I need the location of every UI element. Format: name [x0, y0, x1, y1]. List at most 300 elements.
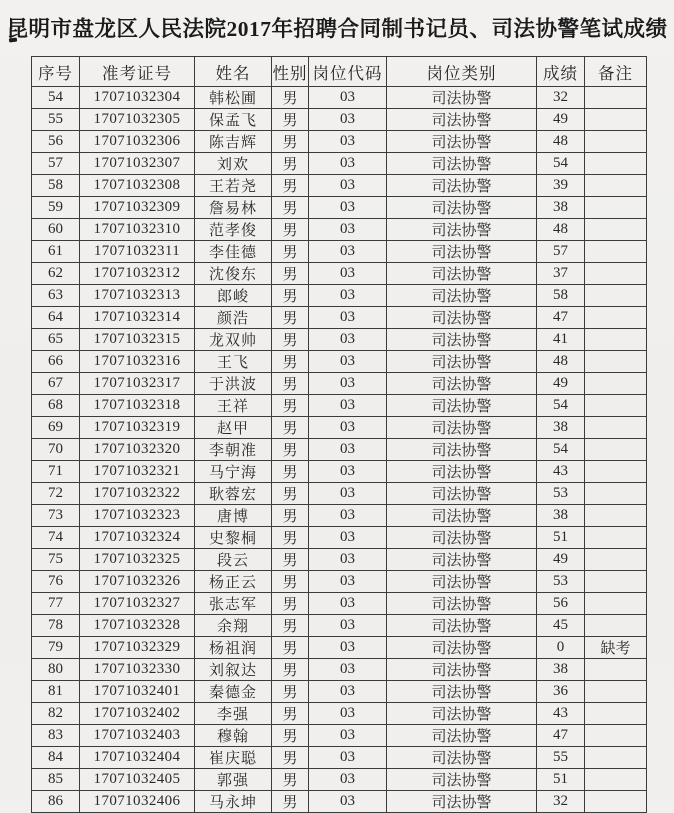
- cell-position-category: 司法协警: [387, 153, 537, 175]
- cell-remark: [585, 351, 647, 373]
- cell-remark: [585, 439, 647, 461]
- cell-remark: [585, 615, 647, 637]
- cell-score: 54: [537, 153, 585, 175]
- cell-score: 36: [537, 681, 585, 703]
- cell-position-category: 司法协警: [387, 703, 537, 725]
- cell-ticket-number: 17071032320: [80, 439, 195, 461]
- cell-gender: 男: [272, 351, 309, 373]
- cell-score: 55: [537, 747, 585, 769]
- cell-remark: [585, 131, 647, 153]
- cell-index: 67: [32, 373, 80, 395]
- cell-score: 49: [537, 549, 585, 571]
- cell-position-code: 03: [309, 263, 387, 285]
- cell-position-category: 司法协警: [387, 483, 537, 505]
- cell-ticket-number: 17071032313: [80, 285, 195, 307]
- cell-position-category: 司法协警: [387, 769, 537, 791]
- cell-remark: [585, 395, 647, 417]
- cell-position-code: 03: [309, 219, 387, 241]
- cell-position-code: 03: [309, 329, 387, 351]
- cell-position-category: 司法协警: [387, 439, 537, 461]
- cell-ticket-number: 17071032402: [80, 703, 195, 725]
- cell-gender: 男: [272, 769, 309, 791]
- cell-ticket-number: 17071032324: [80, 527, 195, 549]
- table-row: [32, 703, 647, 725]
- cell-name: 秦德金: [195, 681, 272, 703]
- cell-gender: 男: [272, 747, 309, 769]
- cell-ticket-number: 17071032314: [80, 307, 195, 329]
- cell-score: 32: [537, 791, 585, 813]
- cell-remark: [585, 109, 647, 131]
- cell-gender: 男: [272, 197, 309, 219]
- cell-remark: [585, 373, 647, 395]
- cell-position-category: 司法协警: [387, 791, 537, 813]
- cell-remark: [585, 527, 647, 549]
- cell-index: 80: [32, 659, 80, 681]
- cell-gender: 男: [272, 637, 309, 659]
- cell-name: 陈吉辉: [195, 131, 272, 153]
- cell-score: 38: [537, 417, 585, 439]
- cell-index: 71: [32, 461, 80, 483]
- cell-position-code: 03: [309, 527, 387, 549]
- cell-ticket-number: 17071032306: [80, 131, 195, 153]
- cell-name: 赵甲: [195, 417, 272, 439]
- cell-ticket-number: 17071032325: [80, 549, 195, 571]
- cell-index: 86: [32, 791, 80, 813]
- cell-index: 74: [32, 527, 80, 549]
- table-row: [32, 593, 647, 615]
- cell-remark: [585, 87, 647, 109]
- table-row: [32, 373, 647, 395]
- cell-index: 84: [32, 747, 80, 769]
- cell-index: 69: [32, 417, 80, 439]
- cell-gender: 男: [272, 571, 309, 593]
- cell-index: 72: [32, 483, 80, 505]
- cell-position-category: 司法协警: [387, 615, 537, 637]
- cell-index: 81: [32, 681, 80, 703]
- cell-gender: 男: [272, 241, 309, 263]
- cell-name: 刘欢: [195, 153, 272, 175]
- header-cell-ticket-number: 准考证号: [80, 57, 195, 87]
- table-row: [32, 681, 647, 703]
- table-body: [32, 87, 647, 813]
- cell-position-category: 司法协警: [387, 725, 537, 747]
- cell-score: 48: [537, 351, 585, 373]
- table-row: [32, 307, 647, 329]
- cell-name: 郭强: [195, 769, 272, 791]
- cell-index: 57: [32, 153, 80, 175]
- cell-ticket-number: 17071032403: [80, 725, 195, 747]
- cell-remark: [585, 197, 647, 219]
- cell-score: 54: [537, 395, 585, 417]
- cell-position-code: 03: [309, 373, 387, 395]
- cell-gender: 男: [272, 329, 309, 351]
- cell-position-category: 司法协警: [387, 351, 537, 373]
- cell-ticket-number: 17071032319: [80, 417, 195, 439]
- cell-name: 李朝准: [195, 439, 272, 461]
- cell-position-code: 03: [309, 395, 387, 417]
- cell-position-code: 03: [309, 549, 387, 571]
- table-row: [32, 549, 647, 571]
- cell-gender: 男: [272, 725, 309, 747]
- cell-score: 41: [537, 329, 585, 351]
- table-row: [32, 153, 647, 175]
- cell-name: 王若尧: [195, 175, 272, 197]
- table-row: [32, 461, 647, 483]
- cell-name: 余翔: [195, 615, 272, 637]
- cell-remark: [585, 219, 647, 241]
- cell-position-code: 03: [309, 769, 387, 791]
- cell-remark: [585, 241, 647, 263]
- cell-remark: [585, 505, 647, 527]
- cell-score: 57: [537, 241, 585, 263]
- cell-position-category: 司法协警: [387, 505, 537, 527]
- cell-gender: 男: [272, 483, 309, 505]
- table-row: [32, 527, 647, 549]
- cell-position-category: 司法协警: [387, 87, 537, 109]
- cell-name: 郎峻: [195, 285, 272, 307]
- cell-position-category: 司法协警: [387, 571, 537, 593]
- cell-score: 43: [537, 461, 585, 483]
- cell-gender: 男: [272, 505, 309, 527]
- cell-index: 82: [32, 703, 80, 725]
- cell-remark: [585, 681, 647, 703]
- cell-score: 58: [537, 285, 585, 307]
- cell-gender: 男: [272, 285, 309, 307]
- cell-ticket-number: 17071032321: [80, 461, 195, 483]
- exam-results-table: [31, 56, 647, 813]
- cell-gender: 男: [272, 373, 309, 395]
- cell-name: 沈俊东: [195, 263, 272, 285]
- cell-ticket-number: 17071032304: [80, 87, 195, 109]
- cell-remark: [585, 747, 647, 769]
- cell-name: 杨正云: [195, 571, 272, 593]
- cell-gender: 男: [272, 527, 309, 549]
- cell-index: 55: [32, 109, 80, 131]
- cell-position-code: 03: [309, 285, 387, 307]
- cell-score: 39: [537, 175, 585, 197]
- cell-score: 54: [537, 439, 585, 461]
- cell-score: 0: [537, 637, 585, 659]
- cell-index: 76: [32, 571, 80, 593]
- cell-position-code: 03: [309, 351, 387, 373]
- cell-ticket-number: 17071032406: [80, 791, 195, 813]
- cell-position-category: 司法协警: [387, 329, 537, 351]
- cell-position-code: 03: [309, 197, 387, 219]
- cell-remark: [585, 593, 647, 615]
- cell-remark: [585, 263, 647, 285]
- cell-score: 48: [537, 219, 585, 241]
- cell-remark: [585, 659, 647, 681]
- table-row: [32, 285, 647, 307]
- cell-position-category: 司法协警: [387, 461, 537, 483]
- cell-position-category: 司法协警: [387, 109, 537, 131]
- cell-name: 韩松圃: [195, 87, 272, 109]
- cell-score: 43: [537, 703, 585, 725]
- cell-ticket-number: 17071032327: [80, 593, 195, 615]
- cell-name: 耿蓉宏: [195, 483, 272, 505]
- cell-position-category: 司法协警: [387, 197, 537, 219]
- table-row: [32, 417, 647, 439]
- cell-score: 53: [537, 571, 585, 593]
- cell-name: 穆翰: [195, 725, 272, 747]
- cell-position-code: 03: [309, 791, 387, 813]
- table-row: [32, 505, 647, 527]
- cell-ticket-number: 17071032308: [80, 175, 195, 197]
- cell-index: 77: [32, 593, 80, 615]
- cell-position-category: 司法协警: [387, 219, 537, 241]
- cell-name: 杨祖润: [195, 637, 272, 659]
- cell-position-code: 03: [309, 725, 387, 747]
- table-row: [32, 483, 647, 505]
- header-cell-index: 序号: [32, 57, 80, 87]
- cell-ticket-number: 17071032307: [80, 153, 195, 175]
- cell-remark: [585, 417, 647, 439]
- cell-position-category: 司法协警: [387, 175, 537, 197]
- cell-name: 李强: [195, 703, 272, 725]
- cell-name: 段云: [195, 549, 272, 571]
- cell-remark: [585, 703, 647, 725]
- table-row: [32, 615, 647, 637]
- cell-index: 63: [32, 285, 80, 307]
- cell-gender: 男: [272, 307, 309, 329]
- cell-gender: 男: [272, 439, 309, 461]
- cell-position-code: 03: [309, 505, 387, 527]
- cell-score: 49: [537, 109, 585, 131]
- cell-name: 于洪波: [195, 373, 272, 395]
- cell-index: 68: [32, 395, 80, 417]
- page-title: 昆明市盘龙区人民法院2017年招聘合同制书记员、司法协警笔试成绩: [6, 17, 668, 41]
- cell-remark: [585, 285, 647, 307]
- cell-position-category: 司法协警: [387, 131, 537, 153]
- table-row: [32, 439, 647, 461]
- cell-position-code: 03: [309, 109, 387, 131]
- table-row: [32, 571, 647, 593]
- cell-position-code: 03: [309, 593, 387, 615]
- cell-index: 85: [32, 769, 80, 791]
- table-row: [32, 197, 647, 219]
- cell-position-category: 司法协警: [387, 241, 537, 263]
- cell-remark: [585, 769, 647, 791]
- cell-position-category: 司法协警: [387, 659, 537, 681]
- cell-index: 73: [32, 505, 80, 527]
- header-row: [32, 57, 647, 87]
- cell-ticket-number: 17071032305: [80, 109, 195, 131]
- cell-position-code: 03: [309, 637, 387, 659]
- cell-score: 56: [537, 593, 585, 615]
- cell-index: 62: [32, 263, 80, 285]
- cell-position-code: 03: [309, 153, 387, 175]
- cell-index: 64: [32, 307, 80, 329]
- cell-name: 詹易林: [195, 197, 272, 219]
- header-cell-remark: 备注: [585, 57, 647, 87]
- cell-ticket-number: 17071032326: [80, 571, 195, 593]
- cell-name: 马永坤: [195, 791, 272, 813]
- header-cell-position-code: 岗位代码: [309, 57, 387, 87]
- cell-position-category: 司法协警: [387, 417, 537, 439]
- cell-index: 83: [32, 725, 80, 747]
- cell-position-code: 03: [309, 703, 387, 725]
- cell-index: 54: [32, 87, 80, 109]
- cell-index: 61: [32, 241, 80, 263]
- cell-ticket-number: 17071032318: [80, 395, 195, 417]
- table-row: [32, 87, 647, 109]
- cell-name: 颜浩: [195, 307, 272, 329]
- cell-index: 78: [32, 615, 80, 637]
- cell-gender: 男: [272, 131, 309, 153]
- cell-index: 70: [32, 439, 80, 461]
- cell-position-category: 司法协警: [387, 307, 537, 329]
- table-row: [32, 175, 647, 197]
- cell-position-code: 03: [309, 417, 387, 439]
- cell-position-code: 03: [309, 461, 387, 483]
- cell-gender: 男: [272, 175, 309, 197]
- cell-position-code: 03: [309, 483, 387, 505]
- cell-index: 79: [32, 637, 80, 659]
- cell-ticket-number: 17071032323: [80, 505, 195, 527]
- cell-ticket-number: 17071032401: [80, 681, 195, 703]
- cell-ticket-number: 17071032328: [80, 615, 195, 637]
- cell-remark: [585, 571, 647, 593]
- cell-gender: 男: [272, 703, 309, 725]
- cell-index: 66: [32, 351, 80, 373]
- cell-gender: 男: [272, 593, 309, 615]
- cell-position-category: 司法协警: [387, 263, 537, 285]
- cell-name: 保孟飞: [195, 109, 272, 131]
- cell-ticket-number: 17071032309: [80, 197, 195, 219]
- cell-position-code: 03: [309, 747, 387, 769]
- cell-ticket-number: 17071032330: [80, 659, 195, 681]
- cell-gender: 男: [272, 549, 309, 571]
- cell-score: 38: [537, 505, 585, 527]
- cell-gender: 男: [272, 395, 309, 417]
- cell-remark: [585, 329, 647, 351]
- header-cell-position-category: 岗位类别: [387, 57, 537, 87]
- cell-score: 38: [537, 659, 585, 681]
- cell-position-category: 司法协警: [387, 747, 537, 769]
- cell-score: 47: [537, 725, 585, 747]
- cell-index: 60: [32, 219, 80, 241]
- cell-gender: 男: [272, 109, 309, 131]
- table-row: [32, 329, 647, 351]
- cell-position-code: 03: [309, 131, 387, 153]
- cell-name: 马宁海: [195, 461, 272, 483]
- cell-remark: [585, 461, 647, 483]
- cell-index: 59: [32, 197, 80, 219]
- table-row: [32, 241, 647, 263]
- cell-score: 51: [537, 769, 585, 791]
- cell-position-category: 司法协警: [387, 593, 537, 615]
- cell-remark: 缺考: [585, 637, 647, 659]
- cell-remark: [585, 791, 647, 813]
- cell-remark: [585, 549, 647, 571]
- cell-gender: 男: [272, 681, 309, 703]
- cell-name: 张志军: [195, 593, 272, 615]
- cell-position-category: 司法协警: [387, 681, 537, 703]
- table-row: [32, 791, 647, 813]
- cell-ticket-number: 17071032404: [80, 747, 195, 769]
- table-row: [32, 725, 647, 747]
- cell-ticket-number: 17071032315: [80, 329, 195, 351]
- table-row: [32, 659, 647, 681]
- table-row: [32, 395, 647, 417]
- cell-name: 崔庆聪: [195, 747, 272, 769]
- cell-score: 38: [537, 197, 585, 219]
- cell-score: 49: [537, 373, 585, 395]
- header-cell-score: 成绩: [537, 57, 585, 87]
- cell-position-code: 03: [309, 175, 387, 197]
- cell-name: 史黎桐: [195, 527, 272, 549]
- cell-score: 48: [537, 131, 585, 153]
- table-row: [32, 769, 647, 791]
- cell-gender: 男: [272, 461, 309, 483]
- table-row: [32, 219, 647, 241]
- cell-ticket-number: 17071032329: [80, 637, 195, 659]
- cell-index: 65: [32, 329, 80, 351]
- cell-ticket-number: 17071032316: [80, 351, 195, 373]
- cell-score: 45: [537, 615, 585, 637]
- cell-ticket-number: 17071032310: [80, 219, 195, 241]
- cell-gender: 男: [272, 659, 309, 681]
- cell-position-code: 03: [309, 615, 387, 637]
- cell-score: 53: [537, 483, 585, 505]
- table-row: [32, 109, 647, 131]
- table-row: [32, 263, 647, 285]
- cell-position-category: 司法协警: [387, 549, 537, 571]
- cell-ticket-number: 17071032312: [80, 263, 195, 285]
- cell-score: 37: [537, 263, 585, 285]
- cell-name: 唐博: [195, 505, 272, 527]
- header-cell-name: 姓名: [195, 57, 272, 87]
- cell-ticket-number: 17071032317: [80, 373, 195, 395]
- cell-score: 32: [537, 87, 585, 109]
- cell-ticket-number: 17071032322: [80, 483, 195, 505]
- cell-remark: [585, 153, 647, 175]
- cell-position-category: 司法协警: [387, 285, 537, 307]
- cell-gender: 男: [272, 87, 309, 109]
- cell-name: 范孝俊: [195, 219, 272, 241]
- cell-name: 王祥: [195, 395, 272, 417]
- cell-gender: 男: [272, 153, 309, 175]
- cell-remark: [585, 483, 647, 505]
- cell-gender: 男: [272, 791, 309, 813]
- table-row: [32, 131, 647, 153]
- cell-position-code: 03: [309, 681, 387, 703]
- table-row: [32, 351, 647, 373]
- cell-name: 李佳德: [195, 241, 272, 263]
- cell-name: 龙双帅: [195, 329, 272, 351]
- cell-position-category: 司法协警: [387, 395, 537, 417]
- cell-ticket-number: 17071032311: [80, 241, 195, 263]
- cell-position-code: 03: [309, 87, 387, 109]
- cell-name: 王飞: [195, 351, 272, 373]
- table-row: [32, 747, 647, 769]
- cell-remark: [585, 175, 647, 197]
- table-header: [32, 57, 647, 87]
- cell-position-category: 司法协警: [387, 373, 537, 395]
- cell-gender: 男: [272, 615, 309, 637]
- cell-name: 刘叙达: [195, 659, 272, 681]
- cell-index: 75: [32, 549, 80, 571]
- cell-index: 58: [32, 175, 80, 197]
- cell-score: 47: [537, 307, 585, 329]
- cell-remark: [585, 307, 647, 329]
- cell-position-code: 03: [309, 571, 387, 593]
- cell-position-code: 03: [309, 307, 387, 329]
- cell-index: 56: [32, 131, 80, 153]
- cell-gender: 男: [272, 417, 309, 439]
- cell-score: 51: [537, 527, 585, 549]
- table-row: [32, 637, 647, 659]
